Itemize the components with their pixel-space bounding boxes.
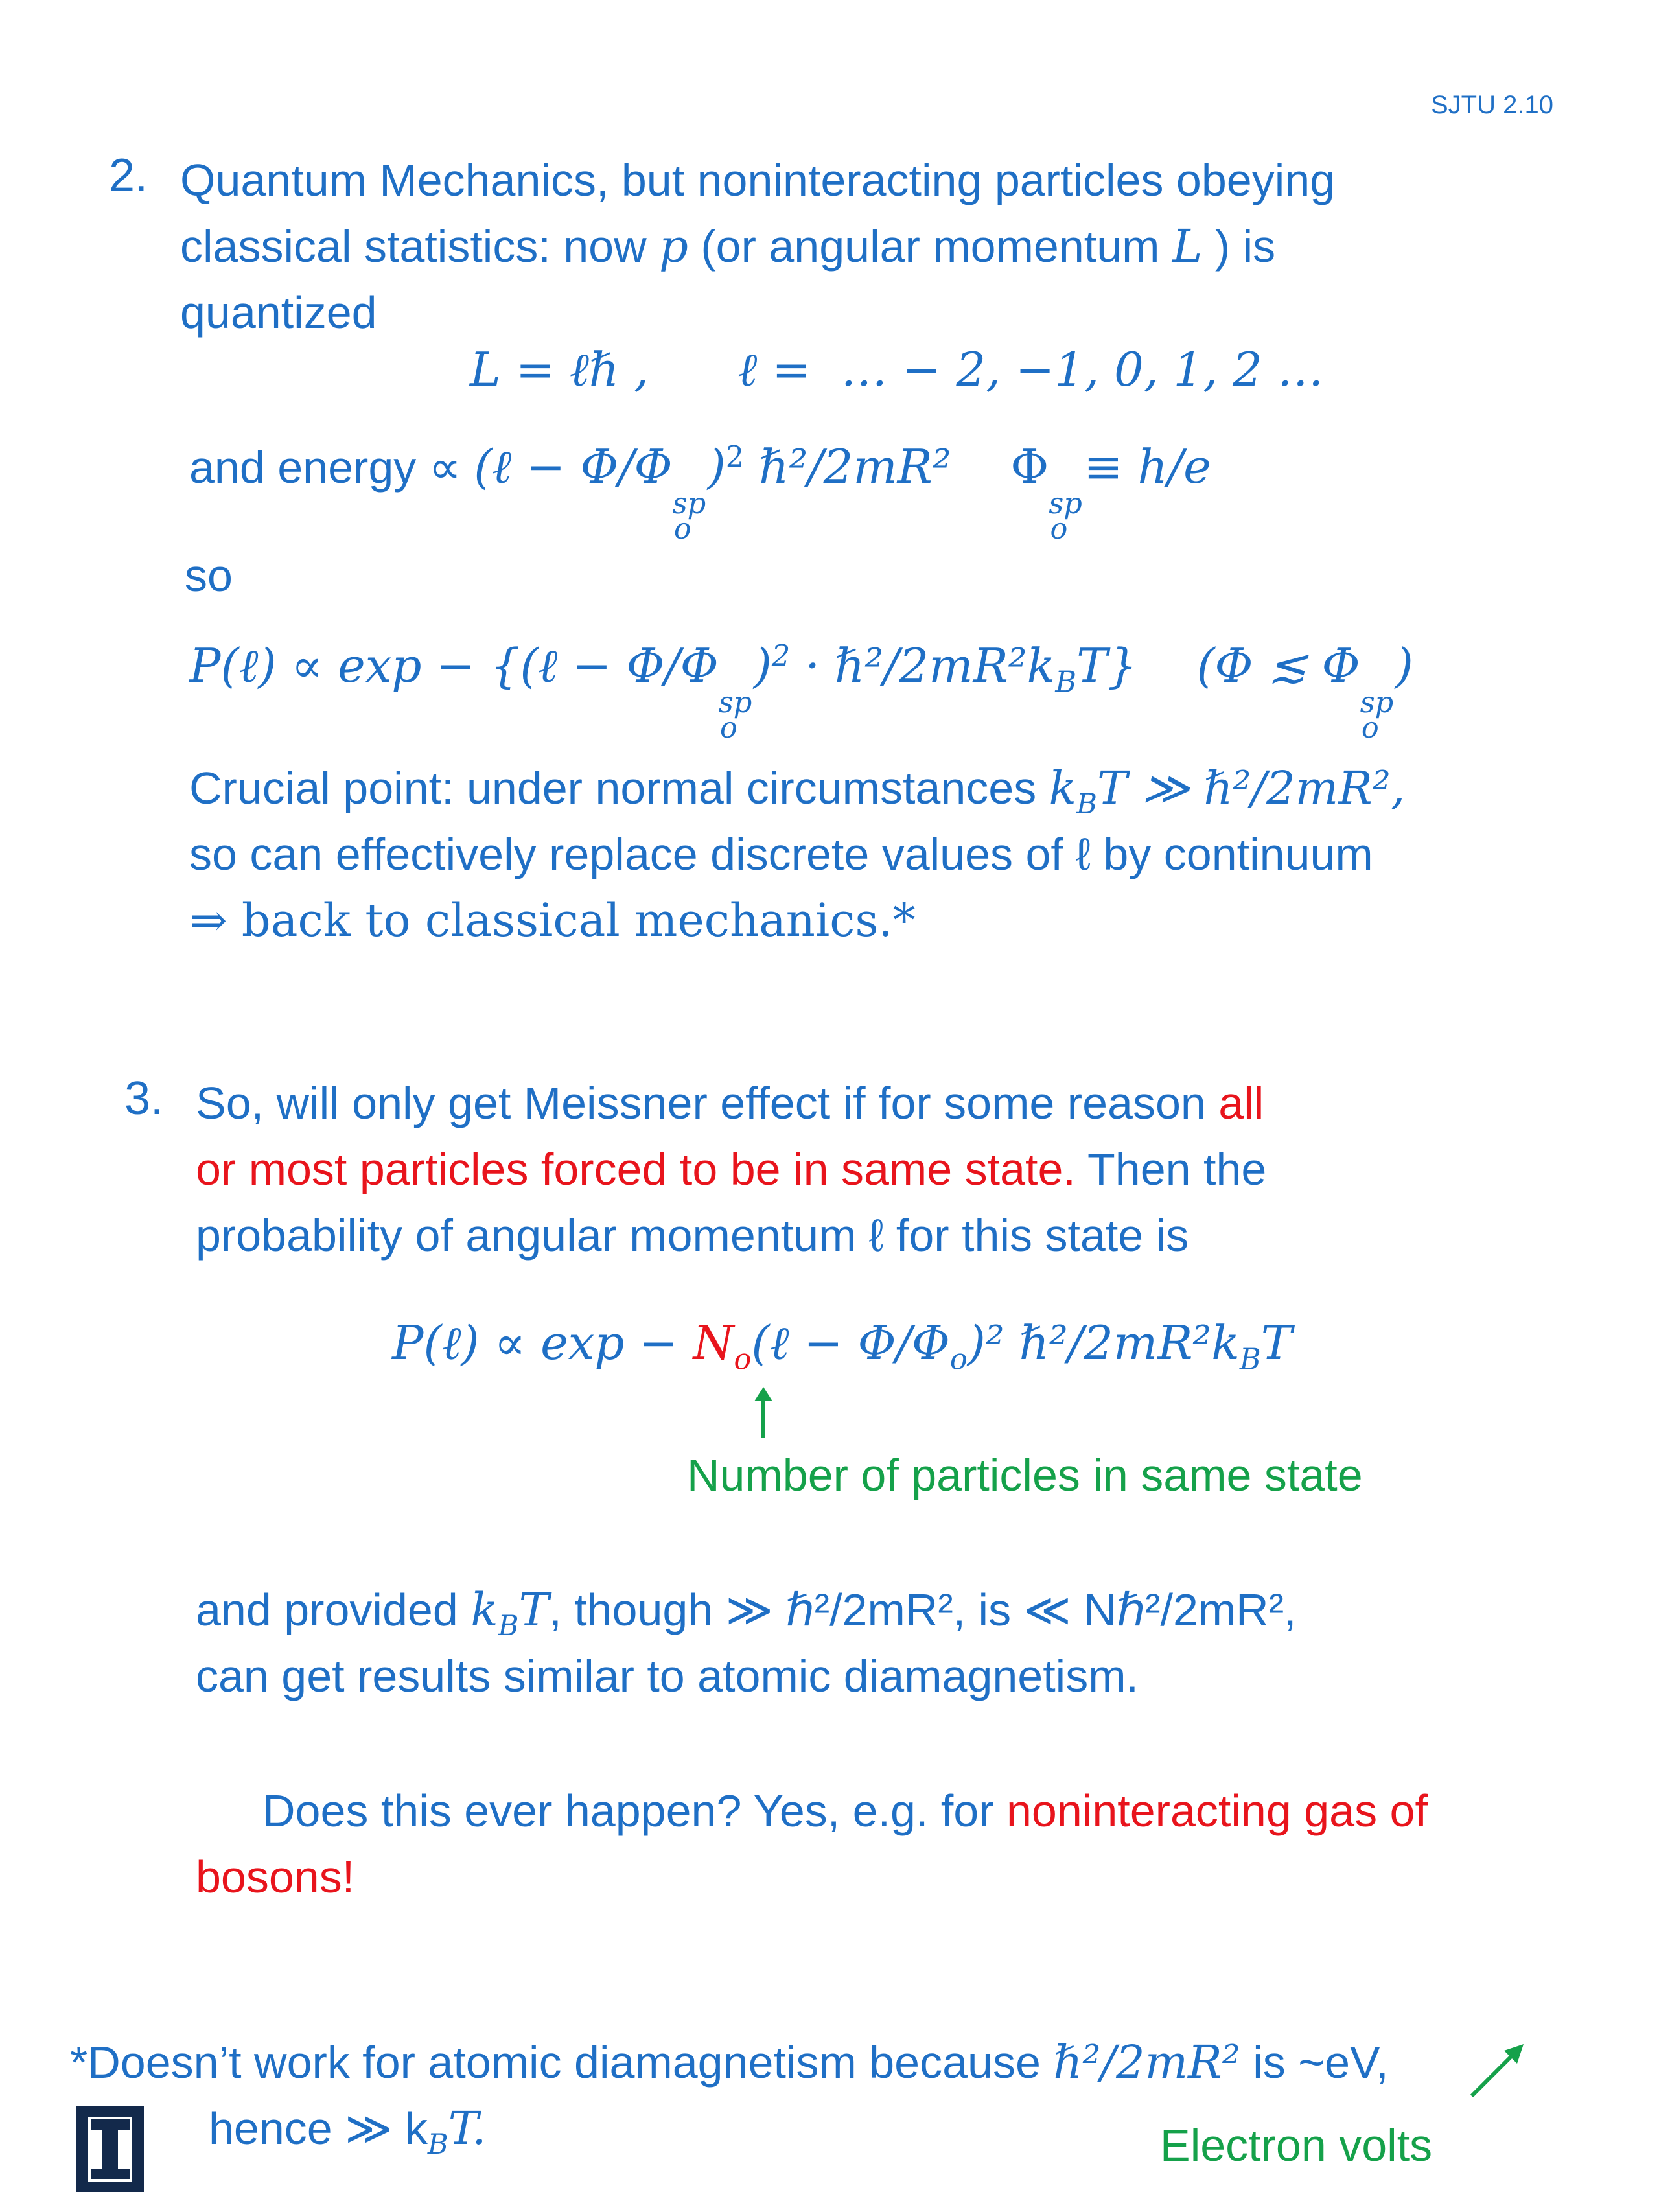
kbt-rest: T ≫ ℏ²/2mR², [1096, 762, 1406, 815]
crucial-text: Crucial point: under normal circumstances [189, 763, 1049, 813]
crucial-point-line-2: so can effectively replace discrete values of ℓ by continuum [189, 829, 1373, 879]
up-arrow-icon [752, 1387, 775, 1439]
provided-text-2: , though ≫ ℏ²/2mR², is ≪ Nℏ²/2mR², [549, 1585, 1297, 1635]
energy-label: and energy ∝ [189, 442, 474, 493]
item-3-highlight-state: or most particles forced to be in same state. [196, 1144, 1076, 1194]
eq3-lhs: P(ℓ) ∝ exp − [392, 1316, 693, 1370]
energy-expr: (ℓ − Φ/Φ [474, 439, 673, 494]
footnote-text: *Doesn’t work for atomic diamagnetism because [70, 2037, 1054, 2088]
logo-block-i-icon [79, 2109, 141, 2189]
footnote-hence: hence ≫ k [209, 2103, 428, 2154]
crucial-point-line-1: Crucial point: under normal circumstances $k_BT$ ≫ ℏ²/2mR², [189, 762, 1406, 821]
item-2-line-2b: (or angular momentum [688, 221, 1172, 272]
item-2-line-1: Quantum Mechanics, but noninteracting particles obeying [180, 155, 1336, 205]
item-2-line-2c: ) is [1202, 221, 1276, 272]
item-3-line-1a: So, will only get Meissner effect if for some reason [196, 1078, 1219, 1128]
eq3-tail-T: T [1260, 1316, 1292, 1370]
kbt-k: k [1049, 762, 1077, 815]
eq3-rest: (ℓ − Φ/Φ [751, 1316, 950, 1370]
angular-momentum-symbol: L [1172, 220, 1203, 273]
eq3-tail: )² ℏ²/2mR²k [967, 1316, 1240, 1370]
prob-mid: · ℏ²/2mR²k [790, 638, 1056, 693]
provided-line-1: and provided $k_BT$, though ≫ ℏ²/2mR², is ≪ Nℏ²/2mR², [196, 1583, 1297, 1642]
item-2-line-2 [180, 213, 1275, 280]
flux-definition: ≡ h/e [1084, 439, 1211, 494]
footnote-text-2: is ~eV, [1240, 2037, 1389, 2088]
item-3-number: 3. [124, 1073, 164, 1124]
item-3-line-2b: Then the [1075, 1144, 1267, 1194]
eq3-N: N [693, 1316, 734, 1370]
footnote-math: ℏ²/2mR² [1053, 2036, 1240, 2089]
crucial-point-line-3: ⇒ back to classical mechanics.* [189, 894, 916, 947]
prob-condition: (Φ ≲ Φ [1196, 638, 1360, 693]
item-3-line-3: probability of angular momentum ℓ for this state is [196, 1210, 1189, 1261]
slide-code: SJTU 2.10 [1431, 91, 1553, 119]
prob-lhs: P(ℓ) ∝ exp − {(ℓ − Φ/Φ [189, 638, 719, 693]
footnote-T: T. [448, 2102, 487, 2155]
eq3-sub-o: o [949, 1342, 968, 1377]
footnote-line-2: hence ≫ $k_BT$. [209, 2102, 487, 2161]
momentum-symbol: p [659, 220, 688, 273]
quantization-equation: L = ℓℏ , ℓ = … − 2, −1, 0, 1, 2 … [470, 342, 1324, 397]
item-3-highlight-all: all [1218, 1078, 1264, 1128]
question-line-2: bosons! [196, 1852, 355, 1902]
item-2-line-3: quantized [180, 287, 377, 338]
item-2-number: 2. [109, 150, 148, 202]
probability-equation: P(ℓ) ∝ exp − {(ℓ − Φ/Φ sp o )$^2 \cdot \hbar^2/2mR^2k_BT$} (Φ ≲ Φ sp o ) [189, 638, 1413, 745]
question-line-1 [262, 1777, 1428, 1845]
item-3-line-1 [196, 1069, 1264, 1137]
energy-equation: and energy ∝ (ℓ − Φ/Φ sp o )$^2$ ℏ²/2mR² Φ sp o ≡ h/e [189, 439, 1211, 546]
electron-volts-label: Electron volts [1160, 2120, 1433, 2171]
question-highlight: noninteracting gas of [1006, 1786, 1428, 1836]
energy-tail: ℏ²/2mR² [759, 439, 951, 494]
eq3-N-sub: o [734, 1342, 752, 1377]
diagonal-arrow-icon [1468, 2042, 1526, 2100]
provided-text: and provided [196, 1585, 471, 1635]
item-2-line-2a: classical statistics: now [180, 221, 660, 272]
particles-annotation: Number of particles in same state [687, 1450, 1363, 1500]
item-3-line-2 [196, 1135, 1266, 1203]
question-text: Does this ever happen? Yes, e.g. for [262, 1786, 1006, 1836]
so-label: so [185, 550, 233, 601]
prob-rhs: T} [1076, 638, 1137, 693]
provided-line-2: can get results similar to atomic diamagnetism. [196, 1651, 1139, 1701]
university-logo [76, 2106, 144, 2192]
footnote-line-1 [70, 2029, 1389, 2096]
boson-probability-equation: P(ℓ) ∝ $\exp - N_o(\ell - \Phi/\Phi_o)^2$ $\hbar^2/2mR^2k_BT$ [392, 1316, 1292, 1377]
